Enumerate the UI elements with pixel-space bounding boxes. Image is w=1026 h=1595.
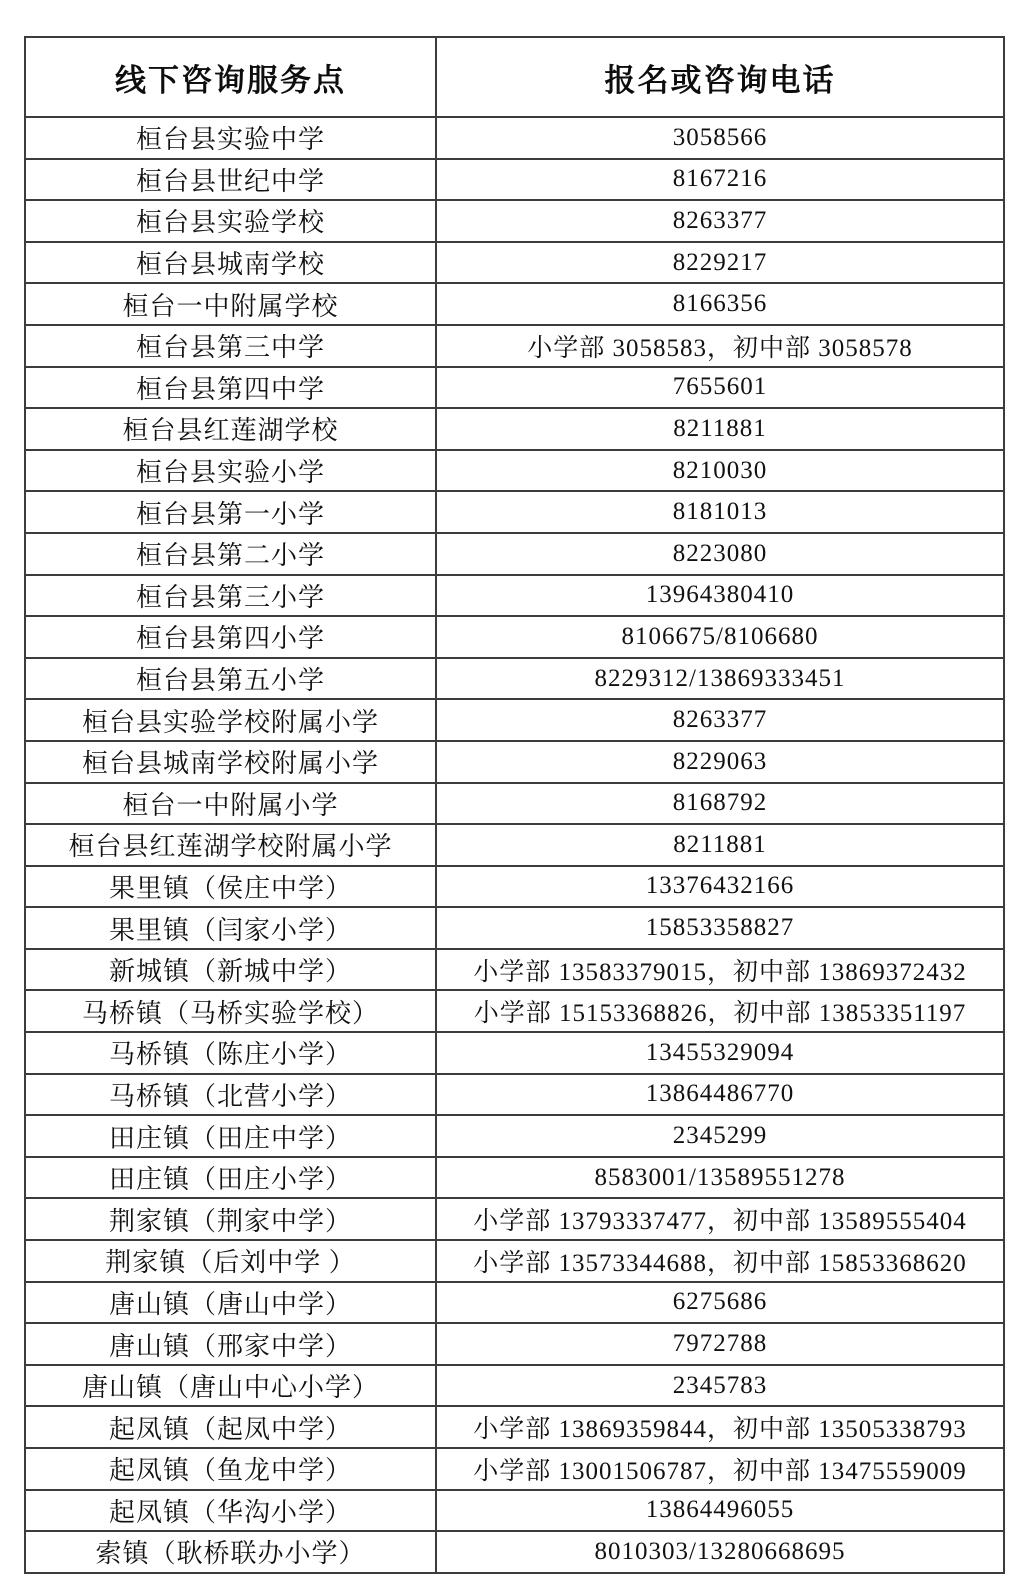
phone-cell: 小学部 13001506787，初中部 13475559009 xyxy=(436,1448,1004,1490)
table-row xyxy=(25,1490,1004,1532)
phone-cell: 小学部 13793337477，初中部 13589555404 xyxy=(436,1198,1004,1240)
table-row xyxy=(25,1406,1004,1448)
table-row xyxy=(25,1282,1004,1324)
phone-cell: 8166356 xyxy=(436,283,1004,325)
site-cell: 桓台县实验中学 xyxy=(25,117,436,159)
table-row xyxy=(25,1365,1004,1407)
site-cell: 马桥镇（马桥实验学校） xyxy=(25,990,436,1032)
phone-cell: 8223080 xyxy=(436,533,1004,575)
site-cell: 荆家镇（荆家中学） xyxy=(25,1198,436,1240)
site-cell: 唐山镇（唐山中学） xyxy=(25,1282,436,1324)
site-cell: 桓台县第三中学 xyxy=(25,325,436,367)
phone-cell: 小学部 3058583，初中部 3058578 xyxy=(436,325,1004,367)
phone-cell: 8181013 xyxy=(436,491,1004,533)
consultation-contact-table xyxy=(24,36,1005,1574)
phone-cell: 13376432166 xyxy=(436,866,1004,908)
phone-cell: 小学部 13869359844，初中部 13505338793 xyxy=(436,1406,1004,1448)
table-row xyxy=(25,1323,1004,1365)
phone-cell: 8229063 xyxy=(436,741,1004,783)
table-row xyxy=(25,200,1004,242)
header-site-column: 线下咨询服务点 xyxy=(25,37,436,117)
site-cell: 新城镇（新城中学） xyxy=(25,949,436,991)
phone-cell: 7972788 xyxy=(436,1323,1004,1365)
site-cell: 田庄镇（田庄小学） xyxy=(25,1157,436,1199)
phone-cell: 13864496055 xyxy=(436,1490,1004,1532)
table-row xyxy=(25,575,1004,617)
phone-cell: 小学部 15153368826，初中部 13853351197 xyxy=(436,990,1004,1032)
site-cell: 马桥镇（北营小学） xyxy=(25,1074,436,1116)
table-row xyxy=(25,658,1004,700)
site-cell: 起凤镇（鱼龙中学） xyxy=(25,1448,436,1490)
site-cell: 起凤镇（起凤中学） xyxy=(25,1406,436,1448)
phone-cell: 13964380410 xyxy=(436,575,1004,617)
table-row xyxy=(25,367,1004,409)
phone-cell: 2345783 xyxy=(436,1365,1004,1407)
phone-cell: 8263377 xyxy=(436,699,1004,741)
phone-cell: 2345299 xyxy=(436,1115,1004,1157)
site-cell: 唐山镇（邢家中学） xyxy=(25,1323,436,1365)
site-cell: 果里镇（侯庄中学） xyxy=(25,866,436,908)
phone-cell: 小学部 13573344688，初中部 15853368620 xyxy=(436,1240,1004,1282)
table-row xyxy=(25,1074,1004,1116)
table-row xyxy=(25,824,1004,866)
phone-cell: 8168792 xyxy=(436,783,1004,825)
phone-cell: 6275686 xyxy=(436,1282,1004,1324)
phone-cell: 8583001/13589551278 xyxy=(436,1157,1004,1199)
phone-cell: 8229217 xyxy=(436,242,1004,284)
phone-cell: 8229312/13869333451 xyxy=(436,658,1004,700)
header-row xyxy=(25,37,1004,117)
table-row xyxy=(25,949,1004,991)
phone-cell: 8167216 xyxy=(436,159,1004,201)
table-row xyxy=(25,616,1004,658)
site-cell: 桓台县红莲湖学校附属小学 xyxy=(25,824,436,866)
table-row xyxy=(25,1198,1004,1240)
table-row xyxy=(25,699,1004,741)
phone-cell: 8010303/13280668695 xyxy=(436,1531,1004,1573)
table-row xyxy=(25,491,1004,533)
table-row xyxy=(25,1240,1004,1282)
table-row xyxy=(25,990,1004,1032)
table-row xyxy=(25,533,1004,575)
table-row xyxy=(25,1157,1004,1199)
table-row xyxy=(25,283,1004,325)
site-cell: 桓台县实验学校 xyxy=(25,200,436,242)
phone-cell: 3058566 xyxy=(436,117,1004,159)
site-cell: 桓台县城南学校附属小学 xyxy=(25,741,436,783)
table-row xyxy=(25,450,1004,492)
phone-cell: 15853358827 xyxy=(436,907,1004,949)
site-cell: 果里镇（闫家小学） xyxy=(25,907,436,949)
site-cell: 桓台县第四中学 xyxy=(25,367,436,409)
table-row xyxy=(25,741,1004,783)
phone-cell: 8210030 xyxy=(436,450,1004,492)
site-cell: 桓台县城南学校 xyxy=(25,242,436,284)
phone-cell: 8211881 xyxy=(436,408,1004,450)
phone-cell: 8263377 xyxy=(436,200,1004,242)
table-row xyxy=(25,117,1004,159)
table-row xyxy=(25,1032,1004,1074)
phone-cell: 小学部 13583379015，初中部 13869372432 xyxy=(436,949,1004,991)
site-cell: 桓台县第一小学 xyxy=(25,491,436,533)
site-cell: 桓台县第二小学 xyxy=(25,533,436,575)
phone-cell: 13864486770 xyxy=(436,1074,1004,1116)
site-cell: 起凤镇（华沟小学） xyxy=(25,1490,436,1532)
table-row xyxy=(25,783,1004,825)
table-row xyxy=(25,866,1004,908)
site-cell: 桓台县实验小学 xyxy=(25,450,436,492)
table-row xyxy=(25,159,1004,201)
site-cell: 桓台县第五小学 xyxy=(25,658,436,700)
site-cell: 桓台一中附属小学 xyxy=(25,783,436,825)
site-cell: 桓台县红莲湖学校 xyxy=(25,408,436,450)
phone-cell: 13455329094 xyxy=(436,1032,1004,1074)
table-row xyxy=(25,907,1004,949)
table-row xyxy=(25,1115,1004,1157)
site-cell: 田庄镇（田庄中学） xyxy=(25,1115,436,1157)
site-cell: 荆家镇（后刘中学 ） xyxy=(25,1240,436,1282)
site-cell: 唐山镇（唐山中心小学） xyxy=(25,1365,436,1407)
site-cell: 桓台县第三小学 xyxy=(25,575,436,617)
table-body xyxy=(25,117,1004,1573)
table-row xyxy=(25,1531,1004,1573)
phone-cell: 7655601 xyxy=(436,367,1004,409)
site-cell: 桓台县第四小学 xyxy=(25,616,436,658)
table-row xyxy=(25,242,1004,284)
phone-cell: 8211881 xyxy=(436,824,1004,866)
site-cell: 桓台县实验学校附属小学 xyxy=(25,699,436,741)
table-row xyxy=(25,408,1004,450)
table-row xyxy=(25,325,1004,367)
table-row xyxy=(25,1448,1004,1490)
phone-cell: 8106675/8106680 xyxy=(436,616,1004,658)
table-header xyxy=(25,37,1004,117)
site-cell: 索镇（耿桥联办小学） xyxy=(25,1531,436,1573)
site-cell: 桓台一中附属学校 xyxy=(25,283,436,325)
site-cell: 马桥镇（陈庄小学） xyxy=(25,1032,436,1074)
site-cell: 桓台县世纪中学 xyxy=(25,159,436,201)
header-phone-column: 报名或咨询电话 xyxy=(436,37,1004,117)
